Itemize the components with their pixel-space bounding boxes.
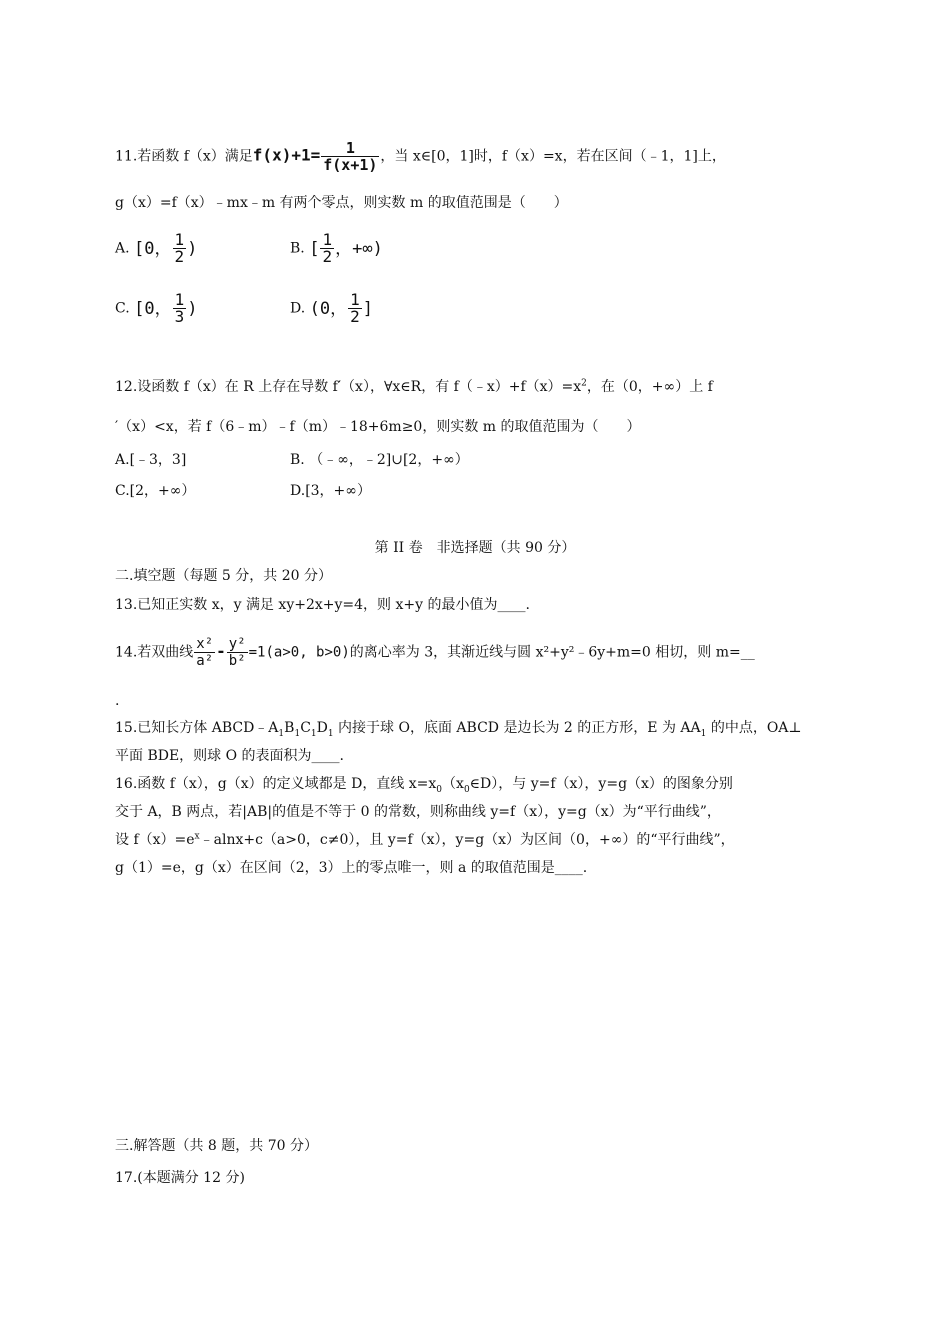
q15-line1: 15.已知长方体 $ABCD﹣A_1B_1C_1D_1$ 内接于球 O，底面 ABCD 是边长为 2 的正方形，E 为 $AA_1$ 的中点，OA⊥ xyxy=(115,720,802,739)
q13: 13.已知正实数 x，y 满足 xy+2x+y=4，则 x+y 的最小值为____. xyxy=(115,597,530,613)
q14-x-fraction: $\frac{\text{x²}}{\text{a²}}$ xyxy=(196,636,214,669)
q14-y-fraction: $\frac{\text{y²}}{\text{b²}}$ xyxy=(228,636,246,669)
q17: 17.(本题满分 12 分) xyxy=(115,1170,245,1186)
q12-line2: ′（x）<x，若 f（6﹣m）﹣f（m）﹣18+6m≥0，则实数 m 的取值范围为（ ） xyxy=(115,419,641,435)
q12-option-c: C.[2，+∞） xyxy=(115,483,196,499)
q11-option-a: A. [0， $\frac{1}{2}$ ) xyxy=(115,230,198,266)
q11-option-b: B. [ $\frac{1}{2}$ ，+∞) xyxy=(290,230,383,266)
q12-option-b: B. （﹣∞，﹣2]∪[2，+∞） xyxy=(290,452,469,468)
q11-formula-lhs: f(x)+1= xyxy=(252,145,321,165)
q11-line2: g（x）=f（x）﹣mx﹣m 有两个零点，则实数 m 的取值范围是（ ） xyxy=(115,195,568,211)
q16-line4: g（1）=e，g（x）在区间（2，3）上的零点唯一，则 a 的取值范围是____. xyxy=(115,860,588,876)
section2-title: 二.填空题（每题 5 分，共 20 分） xyxy=(115,568,332,584)
q16-line1: 16.函数 f（x），g（x）的定义域都是 D，直线 $x=x_0(x_0\in D)$，与 y=f（x），y=g（x）的图象分别 xyxy=(115,776,733,795)
q11-option-d: D. (0， $\frac{1}{2}$ ] xyxy=(290,290,374,326)
q12-option-d: D.[3，+∞） xyxy=(290,483,371,499)
q14-line: 14.若双曲线 $\frac{\text{x²}}{\text{a²}}$ - $\frac{\text{y²}}{\text{b²}}$ =1(a>0, b>0)的离心率为 3，其渐近线与圆 x²+y²﹣6y+m=0 相切，则 m=__ xyxy=(115,636,755,669)
q12-line1: 12.设函数 f（x）在 R 上存在导数 f′（x），∀x∈R，有 $f(﹣x)+f(x)=x^2$，在（0，+∞）上 f xyxy=(115,378,713,395)
q12-option-a: A.[﹣3，3] xyxy=(115,452,187,468)
q11-line1: 11.若函数 f（x）满足f(x)+1= $\frac{1}{f(x+1)}$ ，当 x∈[0，1]时，f（x）=x，若在区间（﹣1，1]上， xyxy=(115,139,726,174)
q16-line2: 交于 A，B 两点，若|AB|的值是不等于 0 的常数，则称曲线 y=f（x），y=g（x）为“平行曲线”， xyxy=(115,804,721,820)
part2-title: 第 II 卷 非选择题（共 90 分） xyxy=(374,540,576,556)
q11-formula-fraction: $\frac{1}{f(x+1)}$ xyxy=(323,139,378,174)
q11-option-c: C. [0， $\frac{1}{3}$ ) xyxy=(115,290,198,326)
section3-title: 三.解答题（共 8 题，共 70 分） xyxy=(115,1138,318,1154)
q14-tail: . xyxy=(115,693,120,709)
q16-line3: 设 $f(x)=e^x﹣alnx+c(a>0$，c≠0），且 y=f（x），y=g（x）为区间（0，+∞）的“平行曲线”， xyxy=(115,831,735,848)
q15-line2: 平面 BDE，则球 O 的表面积为____. xyxy=(115,748,345,764)
